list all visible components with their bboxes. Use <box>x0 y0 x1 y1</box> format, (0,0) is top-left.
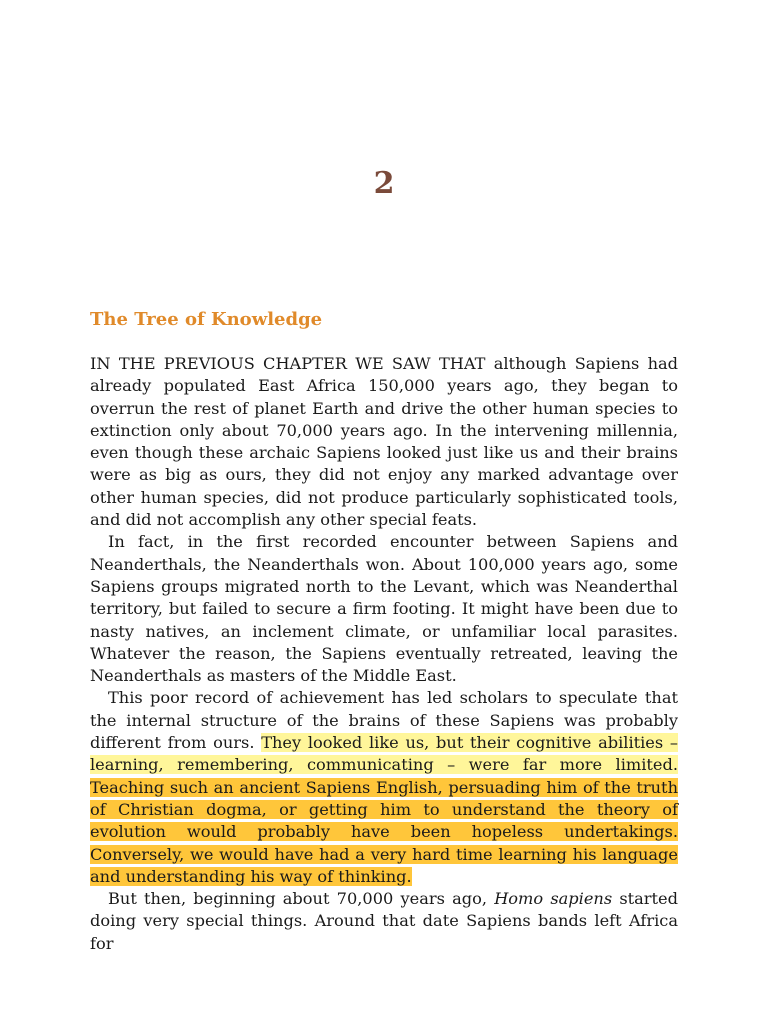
paragraph-3 <box>90 687 678 888</box>
orange-highlight[interactable]: Teaching such an ancient Sapiens English, persuading him of the truth of Christian dogma, or getting him to understand the theory of evolution would probably have been hopeless undertakings. Conversely, we would have had a very hard time learning his language and understanding his way of thinking. <box>90 777 678 886</box>
paragraph-1-text: although Sapiens had already populated East Africa 150,000 years ago, they began to overrun the rest of planet Earth and drive the other human species to extinction only about 70,000 years ago. In the intervening millennia, even though these archaic Sapiens looked just like us and their brains were as big as ours, they did not enjoy any marked advantage over other human species, did not produce particularly sophisticated tools, and did not accomplish any other special feats. <box>90 354 679 530</box>
chapter-title: The Tree of Knowledge <box>90 309 323 330</box>
paragraph-4-text-after: started doing very special things. Around that date Sapiens bands left Africa for <box>90 889 678 953</box>
yellow-highlight[interactable]: They looked like us, but their cognitive abilities – learning, remembering, communicating – were far more limited. <box>90 733 678 775</box>
species-name-italic: Homo sapiens <box>494 889 613 909</box>
paragraph-4-text: But then, beginning about 70,000 years ago, <box>108 889 495 909</box>
paragraph-4 <box>90 888 678 955</box>
paragraph-1 <box>90 353 678 531</box>
chapter-number: 2 <box>373 166 395 201</box>
chapter-body <box>90 353 678 955</box>
paragraph-lead-in: IN THE PREVIOUS CHAPTER WE SAW THAT <box>90 354 486 373</box>
paragraph-2-text: In fact, in the first recorded encounter between Sapiens and Neanderthals, the Neanderthals won. About 100,000 years ago, some Sapiens groups migrated north to the Levant, which was Neanderthal territory, but failed to secure a firm footing. It might have been due to nasty natives, an inclement climate, or unfamiliar local parasites. Whatever the reason, the Sapiens eventually retreated, leaving the Neanderthals as masters of the Middle East. <box>90 532 678 686</box>
paragraph-2 <box>90 531 678 687</box>
paragraph-3-text: This poor record of achievement has led scholars to speculate that the internal structure of the brains of these Sapiens was probably different from ours. <box>90 688 678 753</box>
